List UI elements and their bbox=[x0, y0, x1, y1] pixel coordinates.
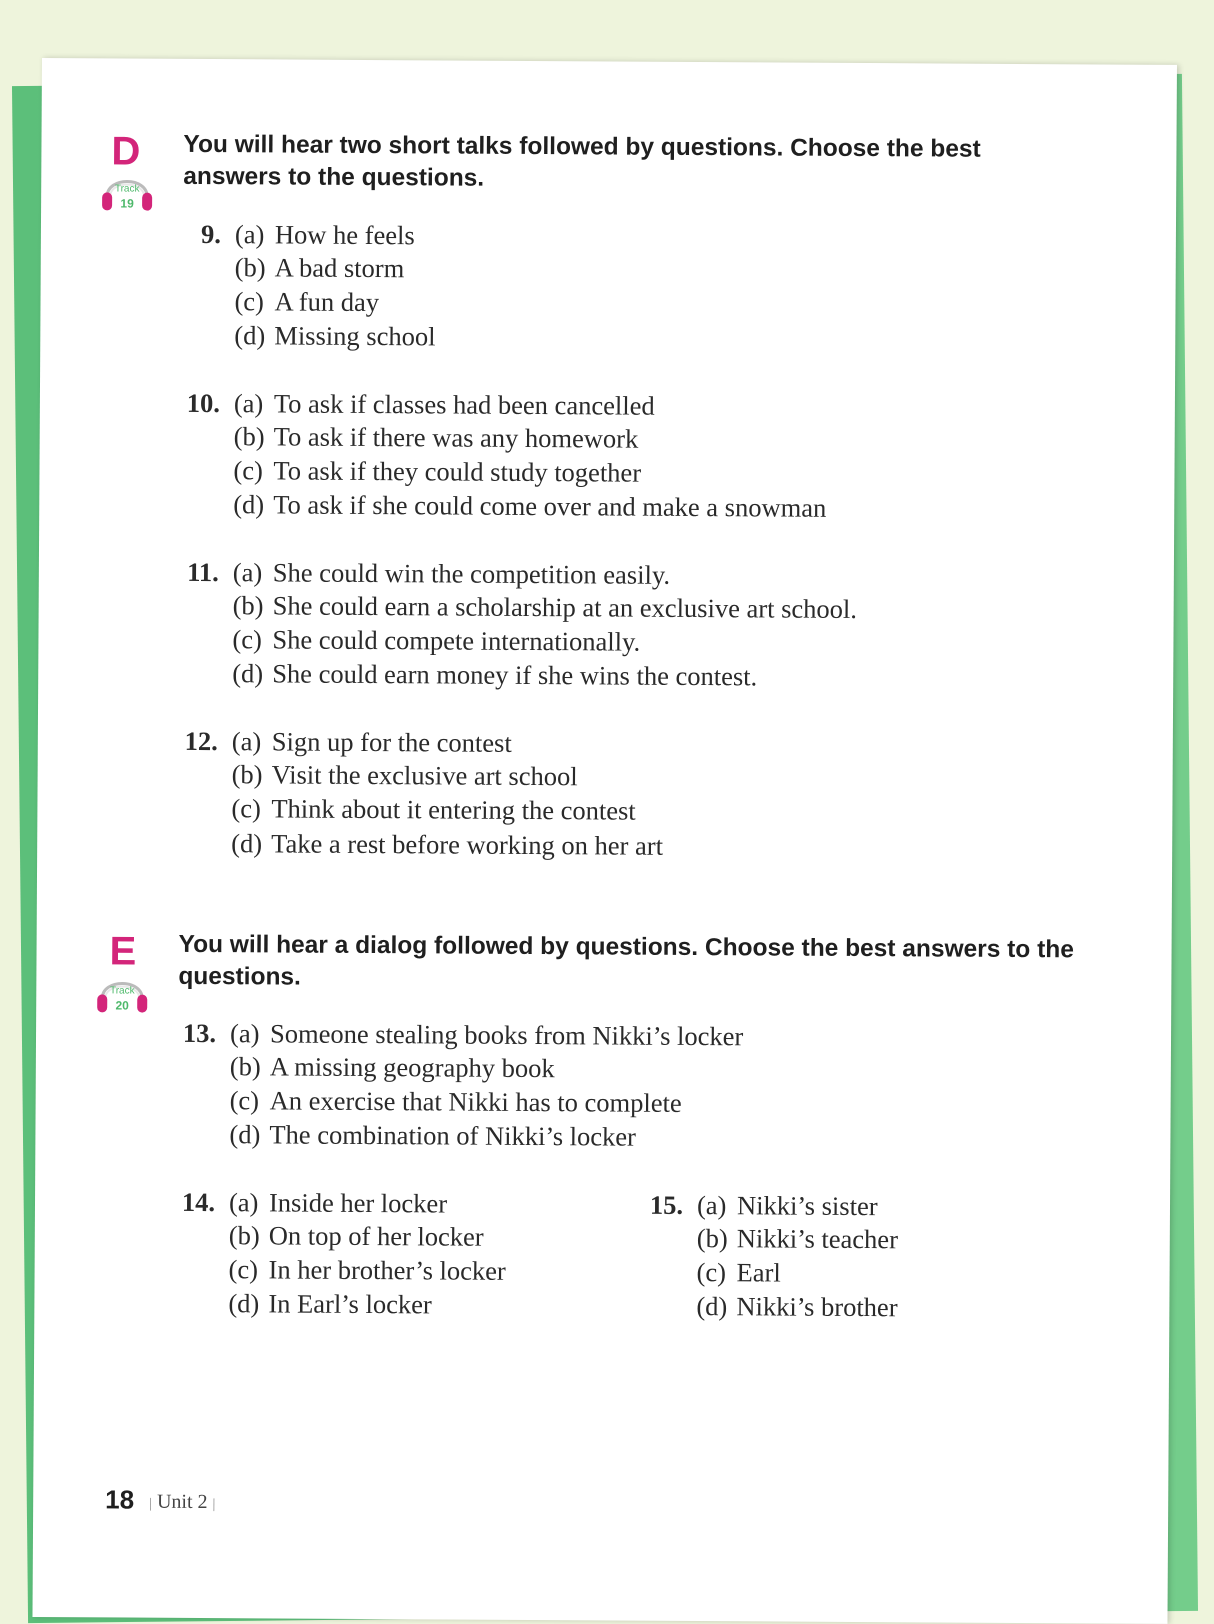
option-c[interactable]: (c) A fun day bbox=[234, 286, 380, 318]
option-d[interactable]: (d) Missing school bbox=[234, 320, 436, 352]
option-c[interactable]: (c) In her brother’s locker bbox=[228, 1254, 506, 1286]
question-number: 14. bbox=[181, 1186, 216, 1218]
track-label: Track bbox=[109, 985, 135, 997]
option-b[interactable]: (b) Nikki’s teacher bbox=[696, 1223, 899, 1255]
track-number: 20 bbox=[115, 998, 129, 1013]
question-number: 13. bbox=[182, 1017, 217, 1049]
option-a[interactable]: (a) Sign up for the contest bbox=[231, 726, 512, 758]
option-d[interactable]: (d) Take a rest before working on her art bbox=[231, 828, 664, 861]
option-c[interactable]: (c) She could compete internationally. bbox=[232, 624, 641, 657]
worksheet-page bbox=[32, 58, 1177, 1624]
option-b[interactable]: (b) On top of her locker bbox=[228, 1220, 484, 1252]
option-a[interactable]: (a) How he feels bbox=[234, 219, 415, 251]
option-b[interactable]: (b) She could earn a scholarship at an exclusive art school. bbox=[232, 590, 858, 624]
option-a[interactable]: (a) Inside her locker bbox=[228, 1187, 448, 1219]
option-a[interactable]: (a) Nikki’s sister bbox=[696, 1190, 878, 1222]
page-number: 18 bbox=[105, 1484, 135, 1515]
option-d[interactable]: (d) She could earn money if she wins the contest. bbox=[232, 658, 758, 692]
question-number: 9. bbox=[200, 218, 222, 250]
question-number: 11. bbox=[187, 556, 219, 588]
question-number: 15. bbox=[649, 1189, 684, 1220]
headphones-icon bbox=[99, 168, 155, 212]
option-b[interactable]: (b) To ask if there was any homework bbox=[233, 421, 639, 454]
option-c[interactable]: (c) Think about it entering the contest bbox=[231, 793, 636, 826]
section-letter-e: E bbox=[109, 929, 137, 974]
option-b[interactable]: (b) A missing geography book bbox=[229, 1051, 555, 1084]
section-d-instructions: You will hear two short talks followed by questions. Choose the best answers to the questions. bbox=[183, 130, 981, 192]
option-d[interactable]: (d) In Earl’s locker bbox=[228, 1288, 432, 1320]
option-a[interactable]: (a) To ask if classes had been cancelled bbox=[233, 388, 655, 421]
option-d[interactable]: (d) The combination of Nikki’s locker bbox=[229, 1119, 637, 1152]
option-b[interactable]: (b) A bad storm bbox=[234, 252, 405, 284]
section-e-instructions: You will hear a dialog followed by questions. Choose the best answers to the questions. bbox=[178, 930, 1074, 991]
option-c[interactable]: (c) Earl bbox=[696, 1257, 781, 1288]
question-number: 12. bbox=[184, 725, 218, 757]
option-d[interactable]: (d) To ask if she could come over and make a snowman bbox=[233, 489, 827, 523]
track-number: 19 bbox=[120, 196, 134, 211]
section-letter-d: D bbox=[111, 129, 141, 174]
unit-label: | Unit 2 | bbox=[149, 1490, 216, 1514]
option-a[interactable]: (a) Someone stealing books from Nikki’s locker bbox=[229, 1018, 744, 1052]
option-d[interactable]: (d) Nikki’s brother bbox=[696, 1291, 898, 1323]
headphones-icon bbox=[94, 970, 150, 1014]
option-a[interactable]: (a) She could win the competition easily. bbox=[232, 557, 671, 590]
question-number: 10. bbox=[186, 387, 220, 419]
option-c[interactable]: (c) An exercise that Nikki has to complete bbox=[229, 1085, 682, 1118]
option-b[interactable]: (b) Visit the exclusive art school bbox=[231, 759, 578, 792]
option-c[interactable]: (c) To ask if they could study together bbox=[233, 455, 642, 488]
track-label: Track bbox=[114, 183, 140, 195]
